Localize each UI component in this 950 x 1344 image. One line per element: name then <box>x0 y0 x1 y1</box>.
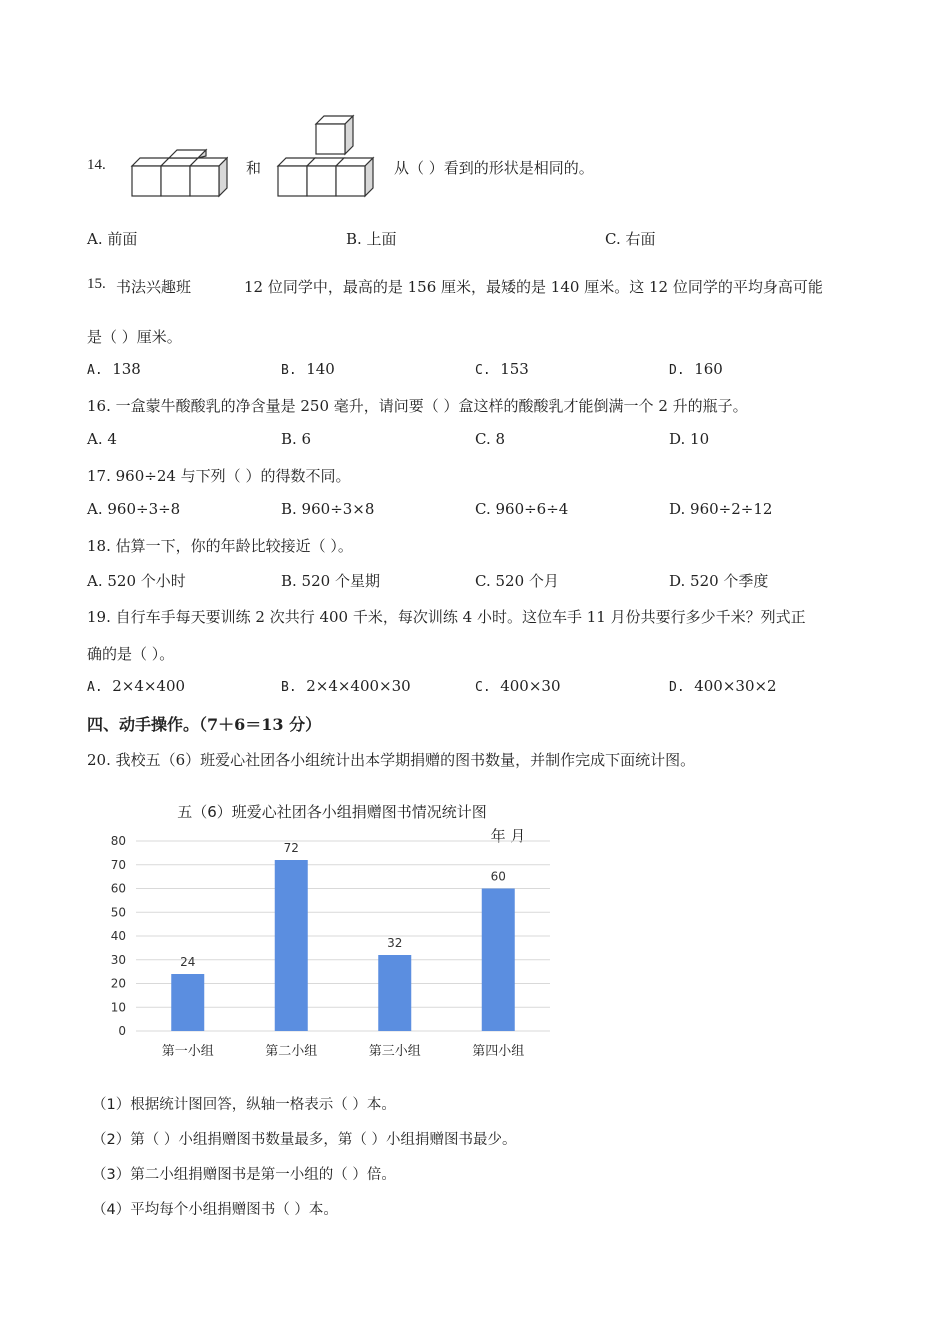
x-tick-label: 第二小组 <box>265 1044 318 1059</box>
q14-option-a[interactable]: A. 前面 <box>87 230 138 248</box>
y-tick-label: 50 <box>110 905 126 920</box>
chart-date-label: 年 月 <box>490 827 526 845</box>
x-tick-label: 第一小组 <box>161 1044 214 1059</box>
q16-stem: 16. 一盒蒙牛酸酸乳的净含量是 250 毫升，请问要（ ）盒这样的酸酸乳才能倒满一个 2 升的瓶子。 <box>87 397 748 415</box>
y-tick-label: 70 <box>110 857 126 872</box>
cube-figure-left <box>128 142 228 200</box>
q17-option-b[interactable]: B. 960÷3×8 <box>281 500 375 518</box>
q18-stem: 18. 估算一下，你的年龄比较接近（ ）。 <box>87 537 353 555</box>
q15-stem-line2: 是（ ）厘米。 <box>87 328 182 346</box>
q20-sub-1: （1）根据统计图回答，纵轴一格表示（ ）本。 <box>92 1097 396 1113</box>
q19-option-c[interactable]: C. 400×30 <box>475 677 561 695</box>
q15-option-c[interactable]: C. 153 <box>475 360 529 378</box>
q18-option-a[interactable]: A. 520 个小时 <box>87 572 186 590</box>
y-tick-label: 10 <box>110 1000 126 1015</box>
bar-3 <box>378 955 411 1031</box>
q15-number: 15. <box>87 276 106 292</box>
x-tick-label: 第三小组 <box>368 1044 421 1059</box>
y-tick-label: 80 <box>110 834 126 848</box>
q20-sub-4: （4）平均每个小组捐赠图书（ ）本。 <box>92 1202 338 1218</box>
y-tick-label: 20 <box>110 976 126 991</box>
q15-stem-line1: 12 位同学中，最高的是 156 厘米，最矮的是 140 厘米。这 12 位同学的平均身高可能 <box>244 278 823 296</box>
q19-stem-line1: 19. 自行车手每天要训练 2 次共行 400 千米，每次训练 4 小时。这位车手 11 月份共要行多少千米？列式正 <box>87 608 806 626</box>
bar-value-label: 24 <box>180 955 196 969</box>
q14-option-c[interactable]: C. 右面 <box>605 230 656 248</box>
y-tick-label: 40 <box>110 929 126 943</box>
q20-stem: 20. 我校五（6）班爱心社团各小组统计出本学期捐赠的图书数量，并制作完成下面统计图。 <box>87 751 696 769</box>
q19-option-d[interactable]: D. 400×30×2 <box>669 677 777 695</box>
q14-and: 和 <box>246 159 262 177</box>
q15-option-a[interactable]: A. 138 <box>87 360 141 378</box>
bar-4 <box>482 889 515 1032</box>
q18-option-d[interactable]: D. 520 个季度 <box>669 572 769 590</box>
donation-bar-chart <box>100 795 560 1065</box>
q19-stem-line2: 确的是（ ）。 <box>87 645 175 663</box>
y-tick-label: 60 <box>110 881 126 896</box>
bar-value-label: 32 <box>387 936 403 950</box>
bar-1 <box>171 974 204 1031</box>
q18-option-c[interactable]: C. 520 个月 <box>475 572 559 590</box>
q19-option-b[interactable]: B. 2×4×400×30 <box>281 677 411 695</box>
q20-sub-2: （2）第（ ）小组捐赠图书数量最多，第（ ）小组捐赠图书最少。 <box>92 1132 517 1148</box>
q15-option-b[interactable]: B. 140 <box>281 360 335 378</box>
cube-figure-right <box>274 112 382 200</box>
section-4-title: 四、动手操作。（7＋6＝13 分） <box>87 715 322 734</box>
q14-stem: 从（ ）看到的形状是相同的。 <box>394 159 594 177</box>
q14-number: 14. <box>87 157 106 173</box>
q16-option-d[interactable]: D. 10 <box>669 430 710 448</box>
q15-class-name: 书法兴趣班 <box>116 278 192 296</box>
q19-option-a[interactable]: A. 2×4×400 <box>87 677 186 695</box>
q16-option-c[interactable]: C. 8 <box>475 430 506 448</box>
q17-stem: 17. 960÷24 与下列（ ）的得数不同。 <box>87 467 351 485</box>
q17-option-c[interactable]: C. 960÷6÷4 <box>475 500 569 518</box>
q16-option-a[interactable]: A. 4 <box>87 430 117 448</box>
q16-option-b[interactable]: B. 6 <box>281 430 312 448</box>
bar-2 <box>275 860 308 1031</box>
q17-option-d[interactable]: D. 960÷2÷12 <box>669 500 773 518</box>
x-tick-label: 第四小组 <box>472 1044 525 1059</box>
y-tick-label: 30 <box>110 952 126 967</box>
q15-option-d[interactable]: D. 160 <box>669 360 723 378</box>
chart-title: 五（6）班爱心社团各小组捐赠图书情况统计图 <box>177 803 487 821</box>
q20-sub-3: （3）第二小组捐赠图书是第一小组的（ ）倍。 <box>92 1167 396 1183</box>
q18-option-b[interactable]: B. 520 个星期 <box>281 572 380 590</box>
bar-value-label: 72 <box>283 841 299 855</box>
q17-option-a[interactable]: A. 960÷3÷8 <box>87 500 181 518</box>
q14-option-b[interactable]: B. 上面 <box>346 230 397 248</box>
bar-value-label: 60 <box>490 869 506 884</box>
y-tick-label: 0 <box>118 1024 126 1038</box>
